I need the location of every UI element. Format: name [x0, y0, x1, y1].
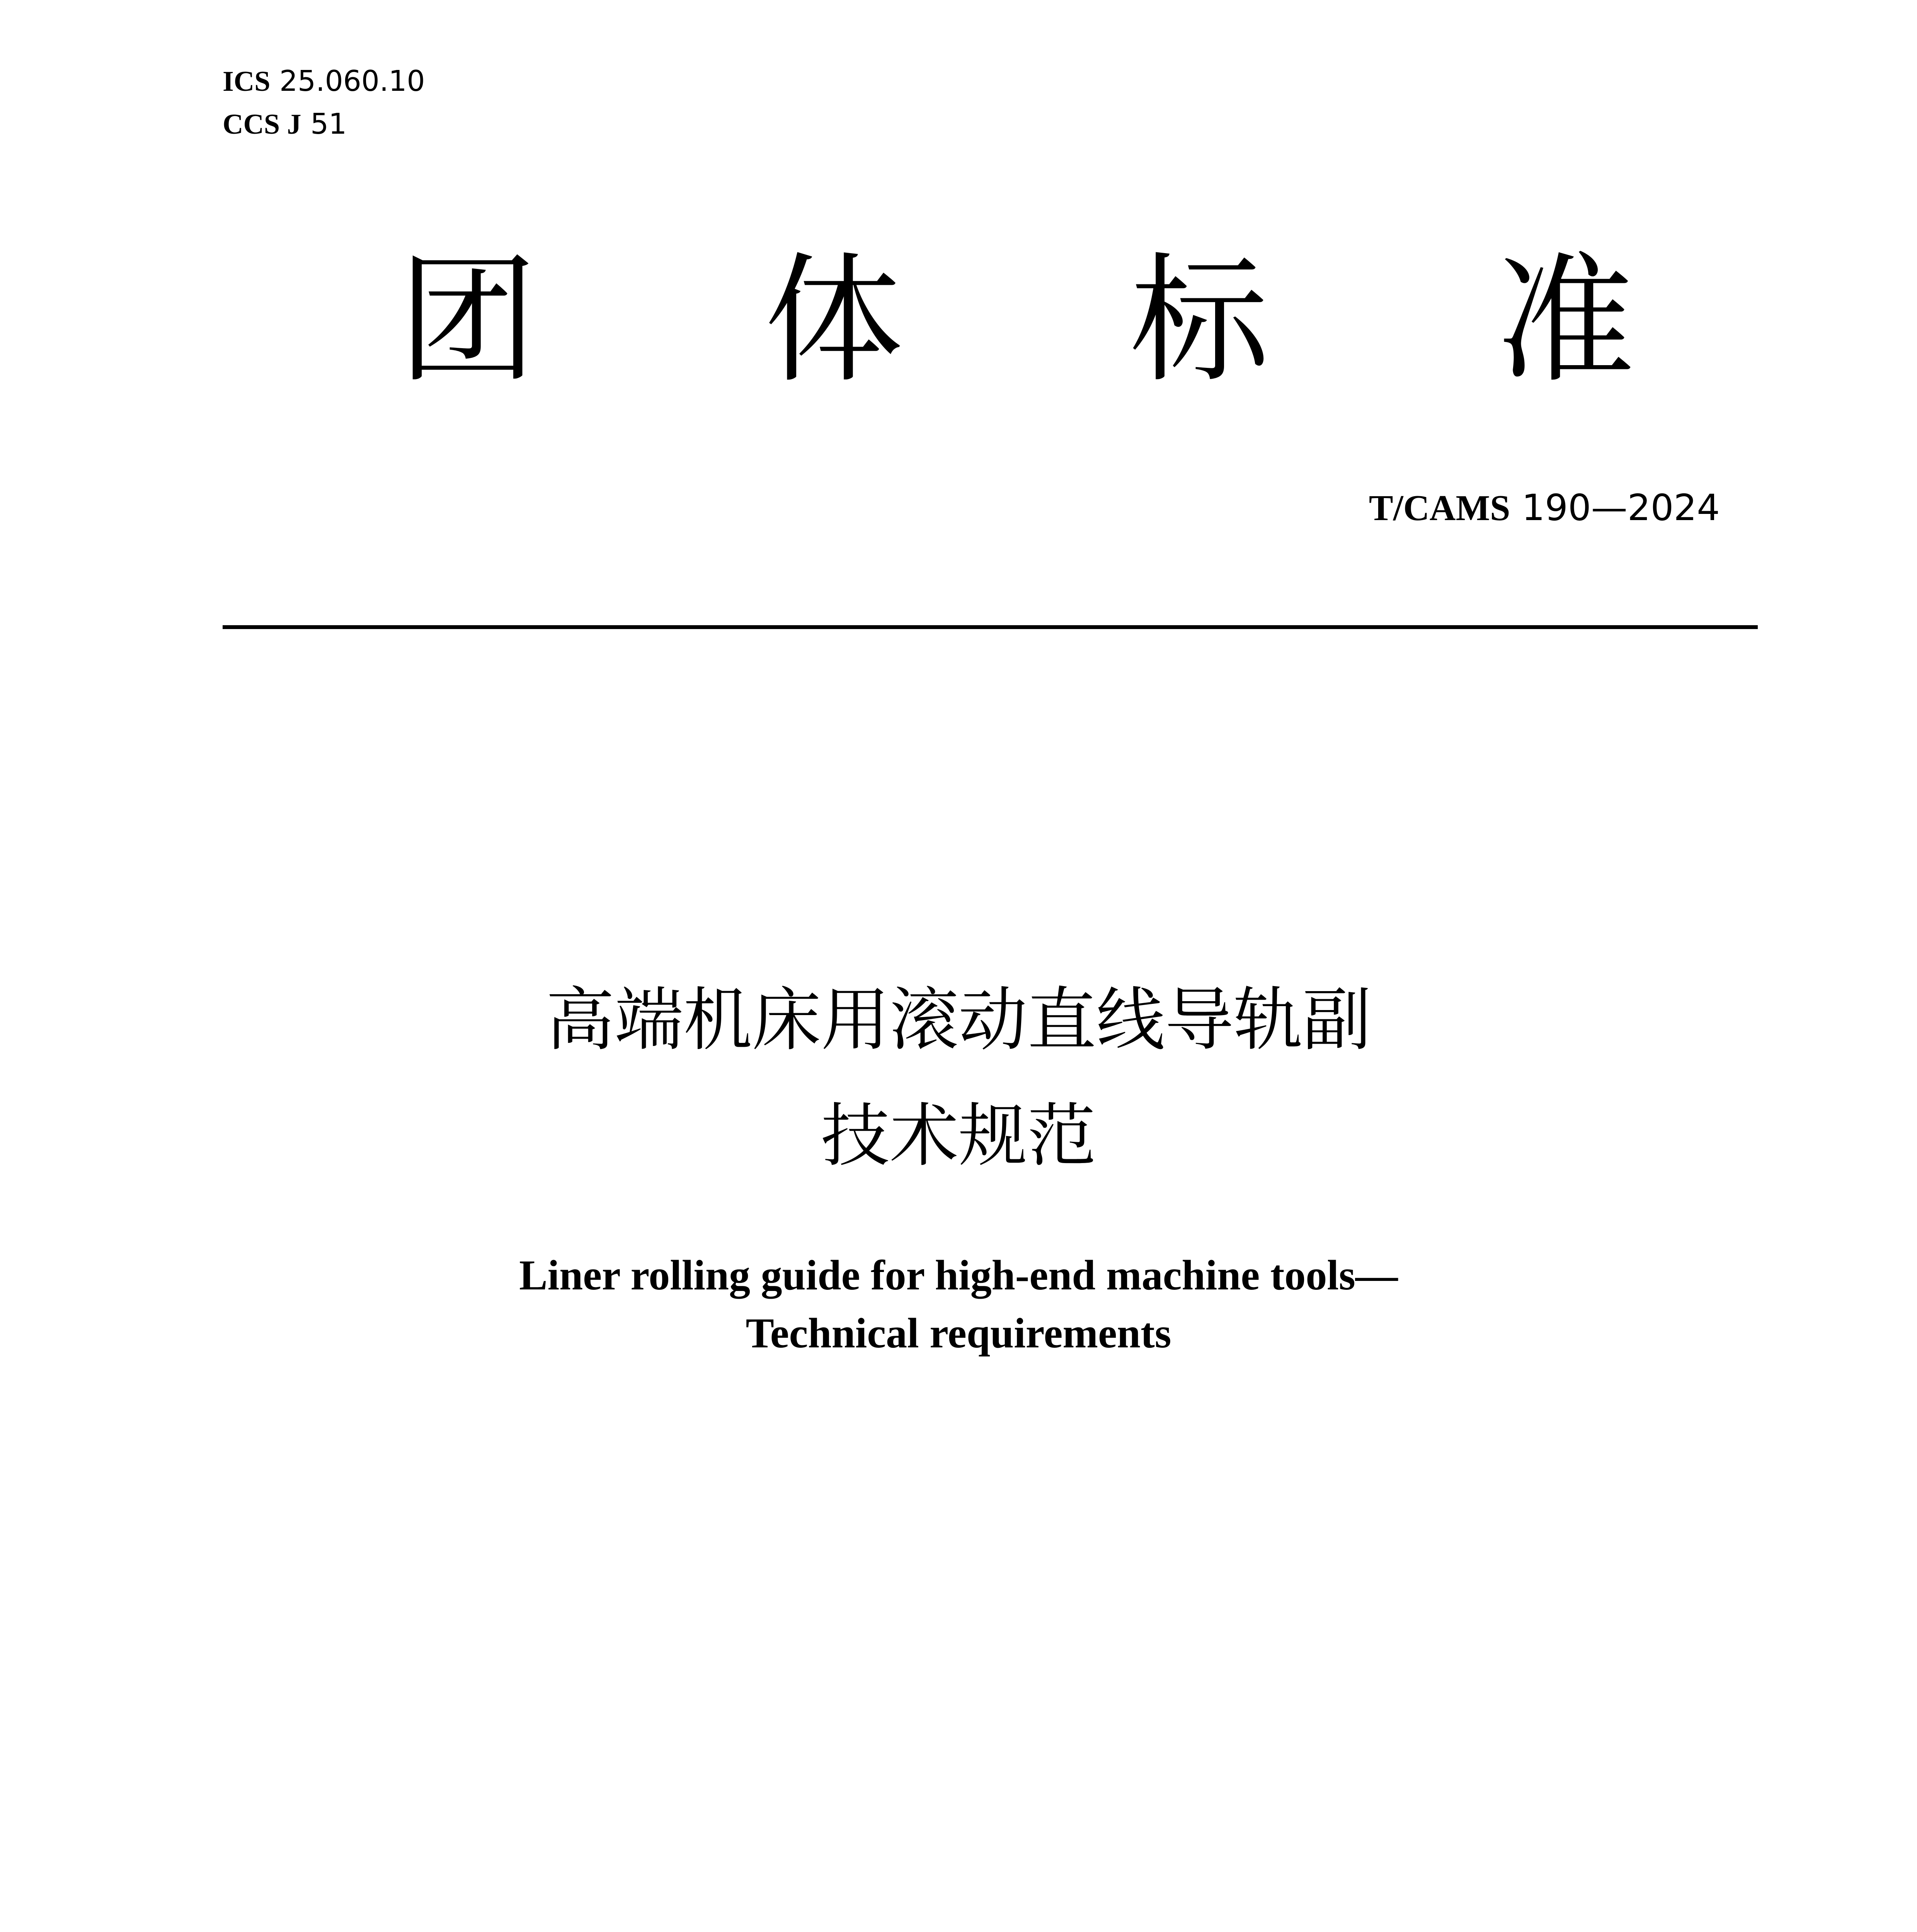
standard-number-value: 190—2024: [1522, 487, 1720, 529]
ccs-value: 51: [310, 107, 347, 141]
top-divider: [223, 625, 1758, 629]
standard-prefix: T/CAMS: [1369, 488, 1510, 528]
standard-type-heading: [398, 240, 1635, 402]
ics-label: ICS: [223, 66, 271, 97]
ccs-code: [223, 103, 425, 146]
heading-char-2: 体: [764, 240, 903, 401]
heading-char-1: 团: [398, 240, 537, 401]
ics-value: 25.060.10: [279, 65, 425, 98]
classification-codes: [223, 60, 425, 146]
english-title-line-2: Technical requirements: [746, 1310, 1171, 1357]
chinese-title-line-1: 高端机床用滚动直线导轨副: [546, 980, 1371, 1060]
chinese-title-line-2: 技术规范: [821, 1096, 1096, 1176]
standard-number: [1369, 485, 1720, 531]
ccs-label: CCS J: [223, 109, 301, 140]
heading-char-3: 标: [1130, 240, 1269, 401]
heading-char-4: 准: [1495, 240, 1635, 401]
english-title-line-1: Liner rolling guide for high-end machine tools—: [519, 1252, 1398, 1299]
ics-code: [223, 60, 425, 103]
